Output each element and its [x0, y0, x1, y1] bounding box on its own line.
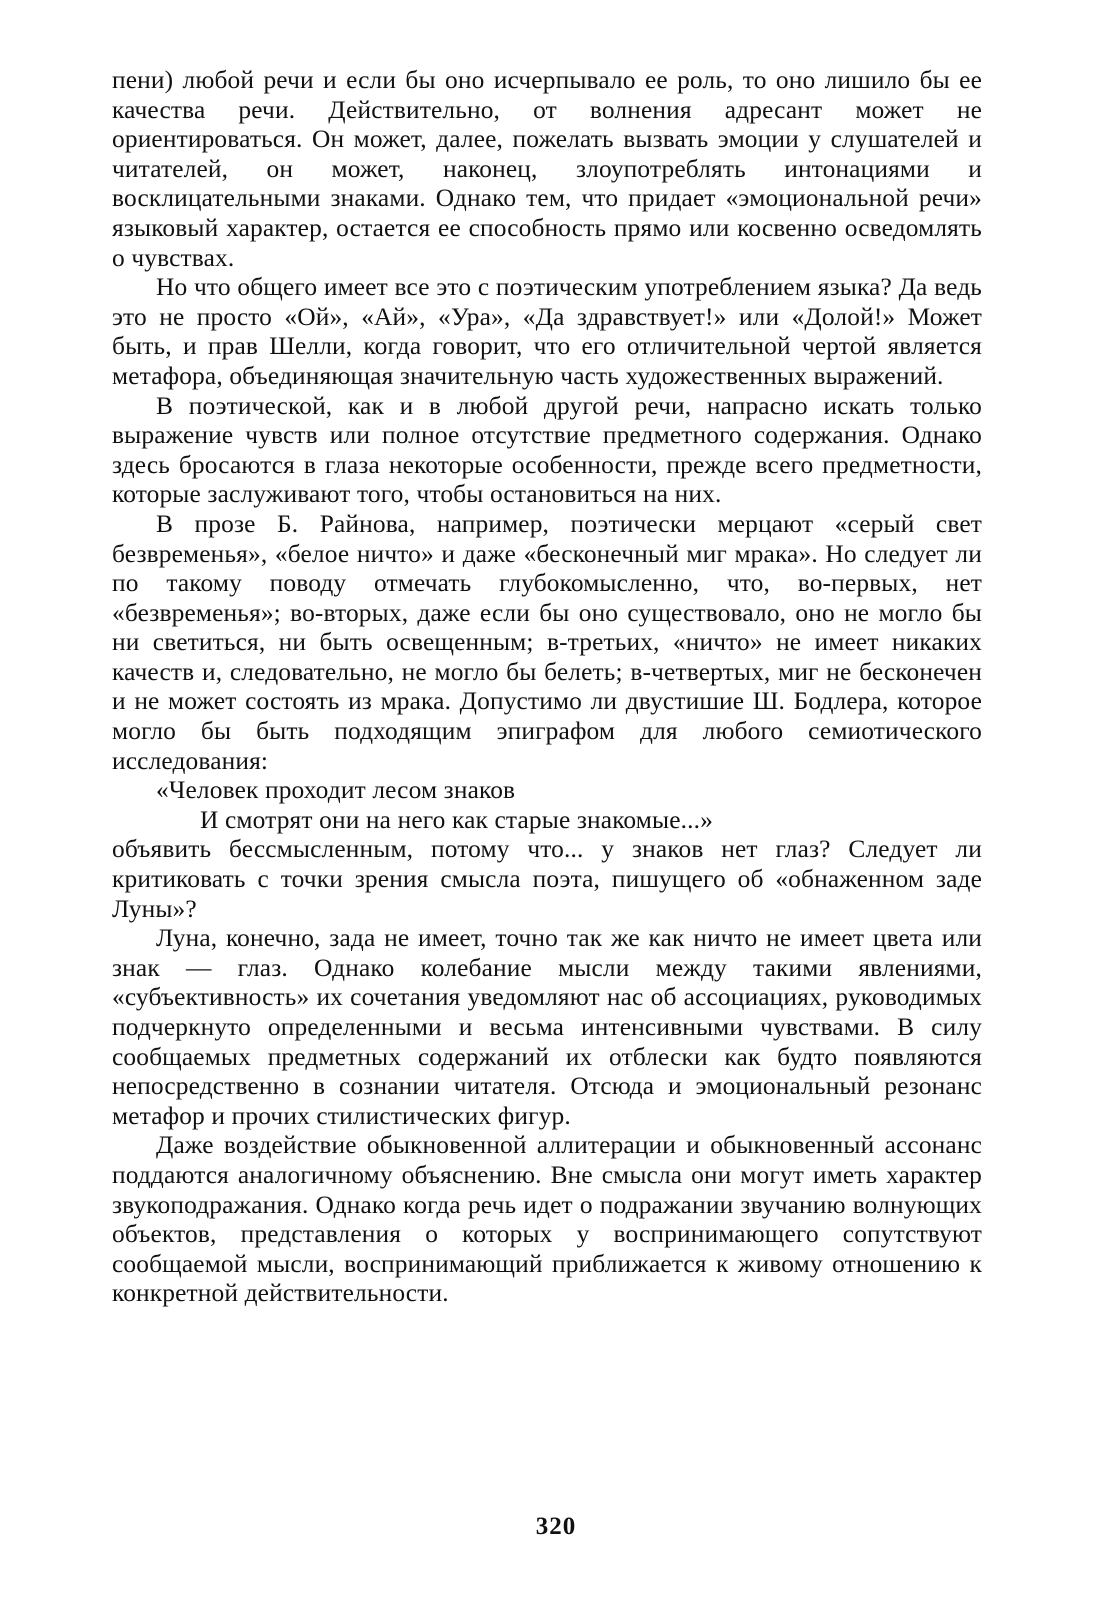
verse-line-2: И смотрят они на него как старые знакомые...»: [200, 805, 713, 834]
page-body: [112, 66, 982, 1309]
paragraph-3: В поэтической, как и в любой другой речи, напрасно искать только выражение чувств или полное отсутствие предметного содержания. Однако здесь бросаются в глаза некоторые особенности, прежде всего предметности, которые заслуживают того, чтобы остановиться на них.: [112, 391, 982, 509]
paragraph-5: объявить бессмысленным, потому что... у знаков нет глаз? Следует ли критиковать с точки зрения смысла поэта, пишущего об «обнаженном заде Луны»?: [112, 835, 982, 923]
page-number: 320: [535, 1513, 577, 1540]
paragraph-1: пени) любой речи и если бы оно исчерпывало ее роль, то оно лишило бы ее качества речи. Действительно, от волнения адресант может не ориентироваться. Он может, далее, пожелать вызвать эмоции у слушателей и читателей, он может, наконец, злоупотреблять интонациями и восклицательными знаками. Однако тем, что придает «эмоциональной речи» языковый характер, остается ее способность прямо или косвенно осведомлять о чувствах.: [112, 66, 982, 272]
paragraph-4: В прозе Б. Райнова, например, поэтически мерцают «серый свет безвременья», «белое ничто» и даже «бесконечный миг мрака». Но следует ли по такому поводу отмечать глубокомысленно, что, во-первых, нет «безвременья»; во-вторых, даже если бы оно существовало, оно не могло бы ни светиться, ни быть освещенным; в-третьих, «ничто» не имеет никаких качеств и, следовательно, не могло бы белеть; в-четвертых, миг не бесконечен и не может состоять из мрака. Допустимо ли двустишие Ш. Бодлера, которое могло бы быть подходящим эпиграфом для любого семиотического исследования:: [112, 509, 982, 775]
paragraph-6: Луна, конечно, зада не имеет, точно так же как ничто не имеет цвета или знак — глаз. Однако колебание мысли между такими явлениями, «субъективность» их сочетания уведомляют нас об ассоциациях, руководимых подчеркнуто определенными и весьма интенсивными чувствами. В силу сообщаемых предметных содержаний их отблески как будто появляются непосредственно в сознании читателя. Отсюда и эмоциональный резонанс метафор и прочих стилистических фигур.: [112, 924, 982, 1130]
paragraph-2: Но что общего имеет все это с поэтическим употреблением языка? Да ведь это не просто «Ой», «Ай», «Ура», «Да здравствует!» или «Долой!» Может быть, и прав Шелли, когда говорит, что его отличительной чертой является метафора, объединяющая значительную часть художественных выражений.: [112, 273, 982, 390]
verse-quote: [112, 776, 982, 835]
paragraph-7: Даже воздействие обыкновенной аллитерации и обыкновенный ассонанс поддаются аналогичному объяснению. Вне смысла они могут иметь характер звукоподражания. Однако когда речь идет о подражании звучанию волнующих объектов, представления о которых у воспринимающего сопутствуют сообщаемой мысли, воспринимающий приближается к живому отношению к конкретной действительности.: [112, 1131, 982, 1308]
verse-line-1: «Человек проходит лесом знаков: [156, 776, 516, 805]
